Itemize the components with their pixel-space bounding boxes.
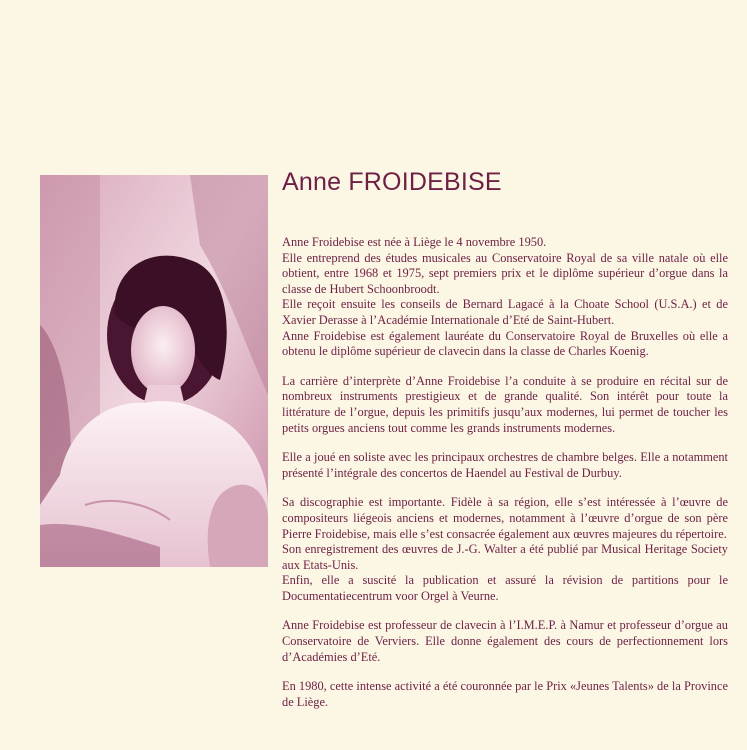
text-line: Anne Froidebise est née à Liège le 4 novembre 1950.: [282, 235, 547, 249]
text-line: Elle a joué en soliste avec les principaux orchestres de chambre belges. Elle a notamment présenté l’intégrale des concertos de Haendel au Festival de Durbuy.: [282, 450, 728, 480]
paragraph-teaching: [282, 618, 728, 665]
text-line: En 1980, cette intense activité a été couronnée par le Prix «Jeunes Talents» de la Province de Liège.: [282, 679, 728, 709]
text-line: Son enregistrement des œuvres de J.-G. Walter a été publié par Musical Heritage Society aux Etats-Unis.: [282, 542, 728, 572]
paragraph-soloist: [282, 450, 728, 481]
text-line: Elle reçoit ensuite les conseils de Bernard Lagacé à la Choate School (U.S.A.) et de Xavier Derasse à l’Académie Internationale d’Eté de Saint-Hubert.: [282, 297, 728, 327]
portrait-illustration: [40, 175, 268, 567]
paragraph-career: [282, 374, 728, 436]
text-line: Anne Froidebise est également lauréate du Conservatoire Royal de Bruxelles où elle a obtenu le diplôme supérieur de clavecin dans la classe de Charles Koenig.: [282, 328, 728, 359]
page-title: Anne FROIDEBISE: [282, 168, 502, 196]
text-line: Enfin, elle a suscité la publication et assuré la révision de partitions pour le Documentatiecentrum voor Orgel à Veurne.: [282, 573, 728, 603]
paragraph-birth-studies: [282, 235, 728, 360]
paragraph-award: [282, 679, 728, 710]
paragraph-discography: [282, 495, 728, 604]
portrait-photo: [40, 175, 268, 567]
text-line: Elle entreprend des études musicales au Conservatoire Royal de sa ville natale où elle obtient, entre 1968 et 1975, sept premiers prix et le diplôme supérieur d’orgue dans la classe de Hubert Schoonbroodt.: [282, 250, 728, 296]
text-line: Sa discographie est importante. Fidèle à sa région, elle s’est intéressée à l’œuvre de compositeurs liégeois anciens et modernes, notamment à l’œuvre d’orgue de son père Pierre Froidebise, mais elle s’est consacrée également aux œuvres majeures du répertoire.: [282, 495, 728, 541]
biography-text: [282, 235, 728, 724]
text-line: Anne Froidebise est professeur de clavecin à l’I.M.E.P. à Namur et professeur d’orgue au Conservatoire de Verviers. Elle donne également des cours de perfectionnement lors d’Académies d’Eté.: [282, 618, 728, 664]
text-line: La carrière d’interprète d’Anne Froidebise l’a conduite à se produire en récital sur de nombreux instruments prestigieux et de grande qualité. Son intérêt pour toute la littérature de l’orgue, depuis les primitifs jusqu’aux modernes, lui permet de toucher les petits orgues anciens tout comme les grands instruments modernes.: [282, 373, 728, 435]
